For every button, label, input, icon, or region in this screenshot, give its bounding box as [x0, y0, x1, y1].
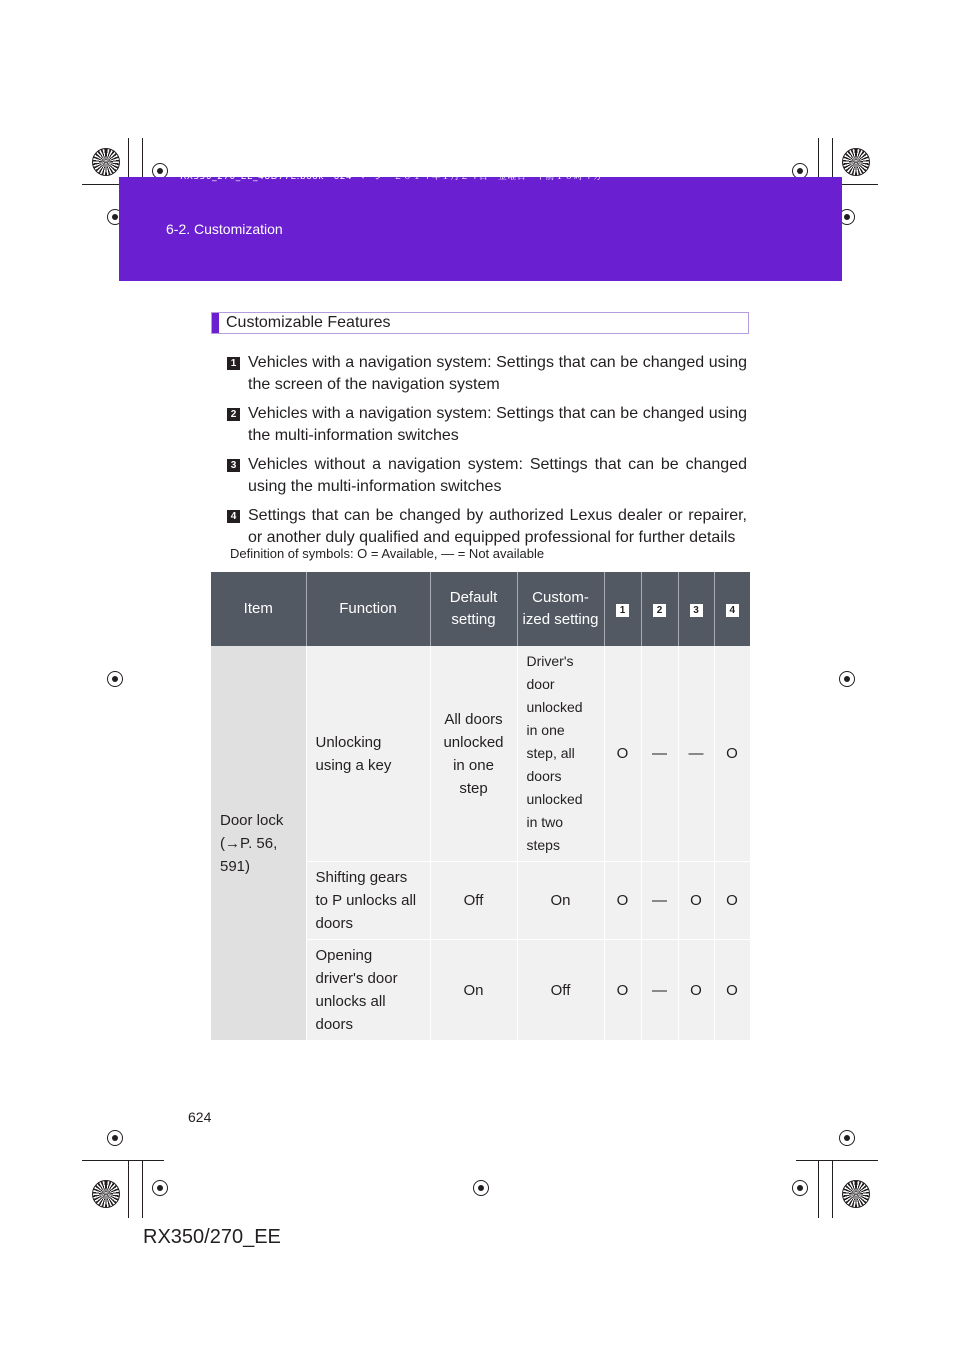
function-cell: Opening driver's door unlocks all doors [306, 940, 430, 1041]
feature-source-list [227, 352, 747, 556]
mark-cell: O [714, 940, 750, 1041]
custom-cell: Off [517, 940, 604, 1041]
book-info-line: RX350_270_EE_48D77E.book 624 ページ ２０１４年１月２４日 金曜日 午前１０時４分 [180, 172, 603, 182]
table-row [211, 646, 750, 862]
mark-cell: — [641, 940, 678, 1041]
number-badge: 2 [227, 408, 240, 421]
mark-cell: O [714, 646, 750, 862]
mark-cell: O [678, 862, 714, 940]
header-item: Item [211, 572, 306, 646]
number-badge: 1 [227, 357, 240, 370]
heading-accent-bar [212, 313, 219, 333]
crop-mark [82, 1160, 164, 1161]
number-badge: 4 [227, 510, 240, 523]
crop-mark [142, 1160, 143, 1218]
mark-cell: O [714, 862, 750, 940]
crop-mark [796, 1160, 878, 1161]
registration-target-icon [152, 1180, 168, 1196]
mark-cell: O [604, 646, 641, 862]
number-badge: 2 [653, 604, 666, 617]
number-badge: 3 [690, 604, 703, 617]
list-item-text: Vehicles with a navigation system: Settings that can be changed using the screen of the navigation system [248, 354, 747, 393]
symbol-definition: Definition of symbols: O = Available, — = Not available [230, 546, 545, 561]
custom-cell: Driver's door unlocked in one step, all doors unlocked in two steps [517, 646, 604, 862]
mark-cell: — [641, 646, 678, 862]
registration-target-icon [792, 1180, 808, 1196]
function-cell: Shifting gears to P unlocks all doors [306, 862, 430, 940]
header-col-1 [604, 572, 641, 646]
list-item [227, 352, 747, 396]
header-function: Function [306, 572, 430, 646]
header-custom: Custom-ized setting [517, 572, 604, 646]
list-item-text: Settings that can be changed by authorized Lexus dealer or repairer, or another duly qualified and equipped professional for further details [248, 507, 747, 546]
registration-rosette-icon [842, 1180, 870, 1208]
header-default: Default setting [430, 572, 517, 646]
list-item [227, 505, 747, 549]
registration-target-icon [107, 671, 123, 687]
default-cell: Off [430, 862, 517, 940]
list-item [227, 403, 747, 447]
registration-rosette-icon [92, 1180, 120, 1208]
features-table [211, 572, 751, 1041]
crop-mark [818, 1160, 819, 1218]
registration-target-icon [839, 671, 855, 687]
registration-target-icon [839, 1130, 855, 1146]
list-item [227, 454, 747, 498]
mark-cell: — [678, 646, 714, 862]
mark-cell: — [641, 862, 678, 940]
registration-target-icon [473, 1180, 489, 1196]
crop-mark [832, 1160, 833, 1218]
model-footer: RX350/270_EE [143, 1226, 281, 1248]
function-cell: Unlocking using a key [306, 646, 430, 862]
mark-cell: O [604, 862, 641, 940]
feature-heading [211, 312, 749, 334]
custom-cell: On [517, 862, 604, 940]
number-badge: 3 [227, 459, 240, 472]
registration-rosette-icon [92, 148, 120, 176]
item-cell: Door lock (→P. 56, 591) [211, 646, 306, 1041]
default-cell: On [430, 940, 517, 1041]
header-col-4 [714, 572, 750, 646]
table-header-row [211, 572, 750, 646]
number-badge: 4 [726, 604, 739, 617]
default-cell: All doors unlocked in one step [430, 646, 517, 862]
registration-target-icon [107, 1130, 123, 1146]
list-item-text: Vehicles without a navigation system: Settings that can be changed using the multi-information switches [248, 456, 747, 495]
registration-rosette-icon [842, 148, 870, 176]
header-col-2 [641, 572, 678, 646]
mark-cell: O [678, 940, 714, 1041]
crop-mark [128, 1160, 129, 1218]
list-item-text: Vehicles with a navigation system: Settings that can be changed using the multi-information switches [248, 405, 747, 444]
number-badge: 1 [616, 604, 629, 617]
page-number: 624 [188, 1109, 212, 1125]
heading-text: Customizable Features [226, 314, 391, 331]
header-col-3 [678, 572, 714, 646]
mark-cell: O [604, 940, 641, 1041]
section-title: 6-2. Customization [166, 221, 283, 237]
